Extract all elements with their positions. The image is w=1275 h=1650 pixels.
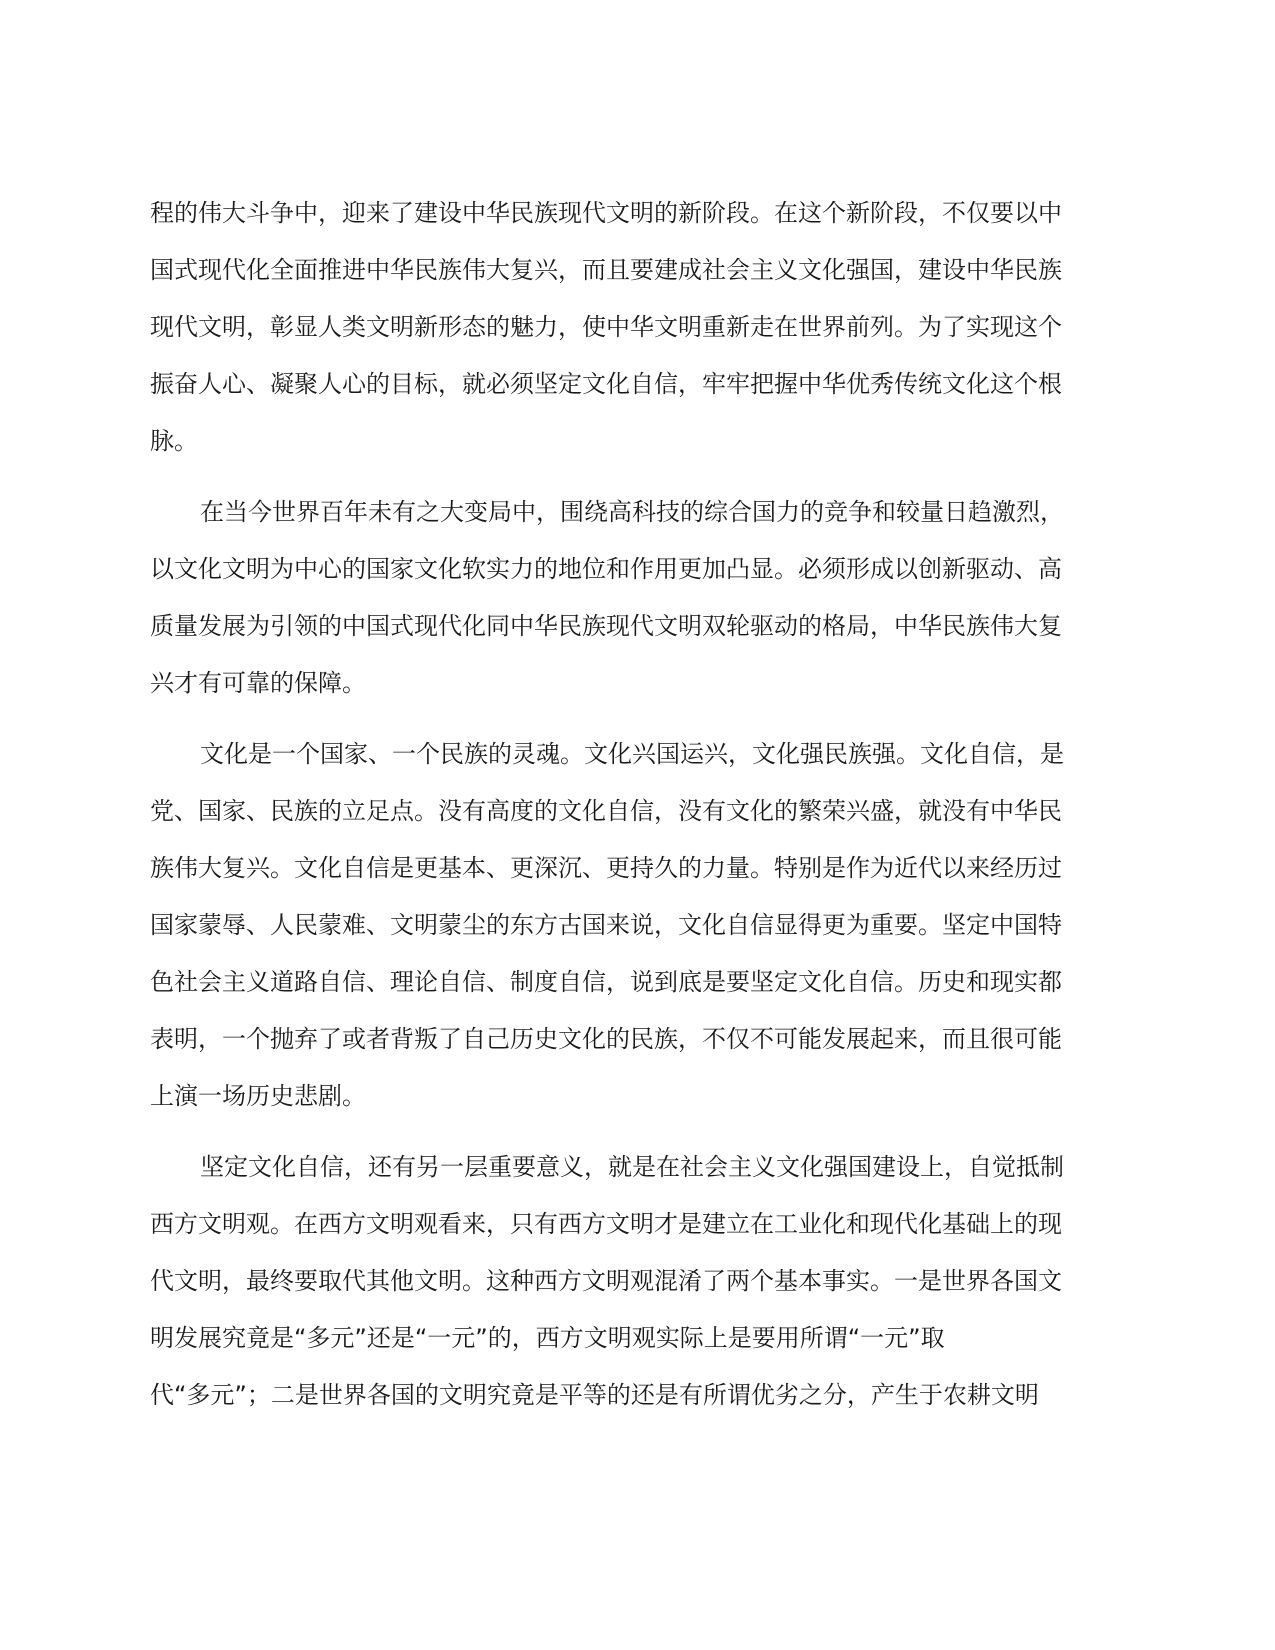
text-line: 国家蒙辱、人民蒙难、文明蒙尘的东方古国来说，文化自信显得更为重要。坚定中国特 — [150, 911, 1062, 939]
text-line: 以文化文明为中心的国家文化软实力的地位和作用更加凸显。必须形成以创新驱动、高 — [150, 555, 1062, 583]
text-line: 现代文明，彰显人类文明新形态的魅力，使中华文明重新走在世界前列。为了实现这个 — [150, 313, 1062, 341]
text-line: 代文明，最终要取代其他文明。这种西方文明观混淆了两个基本事实。一是世界各国文 — [150, 1267, 1062, 1295]
paragraph-spacer — [150, 1125, 1110, 1139]
text-line: 代“多元”；二是世界各国的文明究竟是平等的还是有所谓优劣之分，产生于农耕文明 — [150, 1381, 1039, 1409]
text-line: 国式现代化全面推进中华民族伟大复兴，而且要建成社会主义文化强国，建设中华民族 — [150, 256, 1062, 284]
text-line: 上演一场历史悲剧。 — [150, 1082, 366, 1110]
paragraph — [150, 484, 1110, 712]
text-line: 西方文明观。在西方文明观看来，只有西方文明才是建立在工业化和现代化基础上的现 — [150, 1210, 1062, 1238]
paragraph — [150, 1139, 1110, 1424]
text-line: 表明，一个抛弃了或者背叛了自己历史文化的民族，不仅不可能发展起来，而且很可能 — [150, 1025, 1062, 1053]
text-line: 色社会主义道路自信、理论自信、制度自信，说到底是要坚定文化自信。历史和现实都 — [150, 968, 1062, 996]
text-line: 明发展究竟是“多元”还是“一元”的，西方文明观实际上是要用所谓“一元”取 — [150, 1324, 945, 1352]
body-text — [150, 185, 1110, 1424]
text-line: 文化是一个国家、一个民族的灵魂。文化兴国运兴，文化强民族强。文化自信，是 — [200, 740, 1064, 768]
paragraph-spacer — [150, 712, 1110, 726]
text-line: 在当今世界百年未有之大变局中，围绕高科技的综合国力的竞争和较量日趋激烈， — [200, 498, 1064, 526]
text-line: 脉。 — [150, 427, 198, 455]
text-line: 族伟大复兴。文化自信是更基本、更深沉、更持久的力量。特别是作为近代以来经历过 — [150, 854, 1062, 882]
text-line: 程的伟大斗争中，迎来了建设中华民族现代文明的新阶段。在这个新阶段，不仅要以中 — [150, 199, 1062, 227]
text-line: 质量发展为引领的中国式现代化同中华民族现代文明双轮驱动的格局，中华民族伟大复 — [150, 612, 1062, 640]
text-line: 振奋人心、凝聚人心的目标，就必须坚定文化自信，牢牢把握中华优秀传统文化这个根 — [150, 370, 1062, 398]
text-line: 兴才有可靠的保障。 — [150, 669, 366, 697]
paragraph — [150, 726, 1110, 1125]
text-line: 党、国家、民族的立足点。没有高度的文化自信，没有文化的繁荣兴盛，就没有中华民 — [150, 797, 1062, 825]
text-line: 坚定文化自信，还有另一层重要意义，就是在社会主义文化强国建设上，自觉抵制 — [200, 1153, 1064, 1181]
paragraph-spacer — [150, 470, 1110, 484]
paragraph — [150, 185, 1110, 470]
